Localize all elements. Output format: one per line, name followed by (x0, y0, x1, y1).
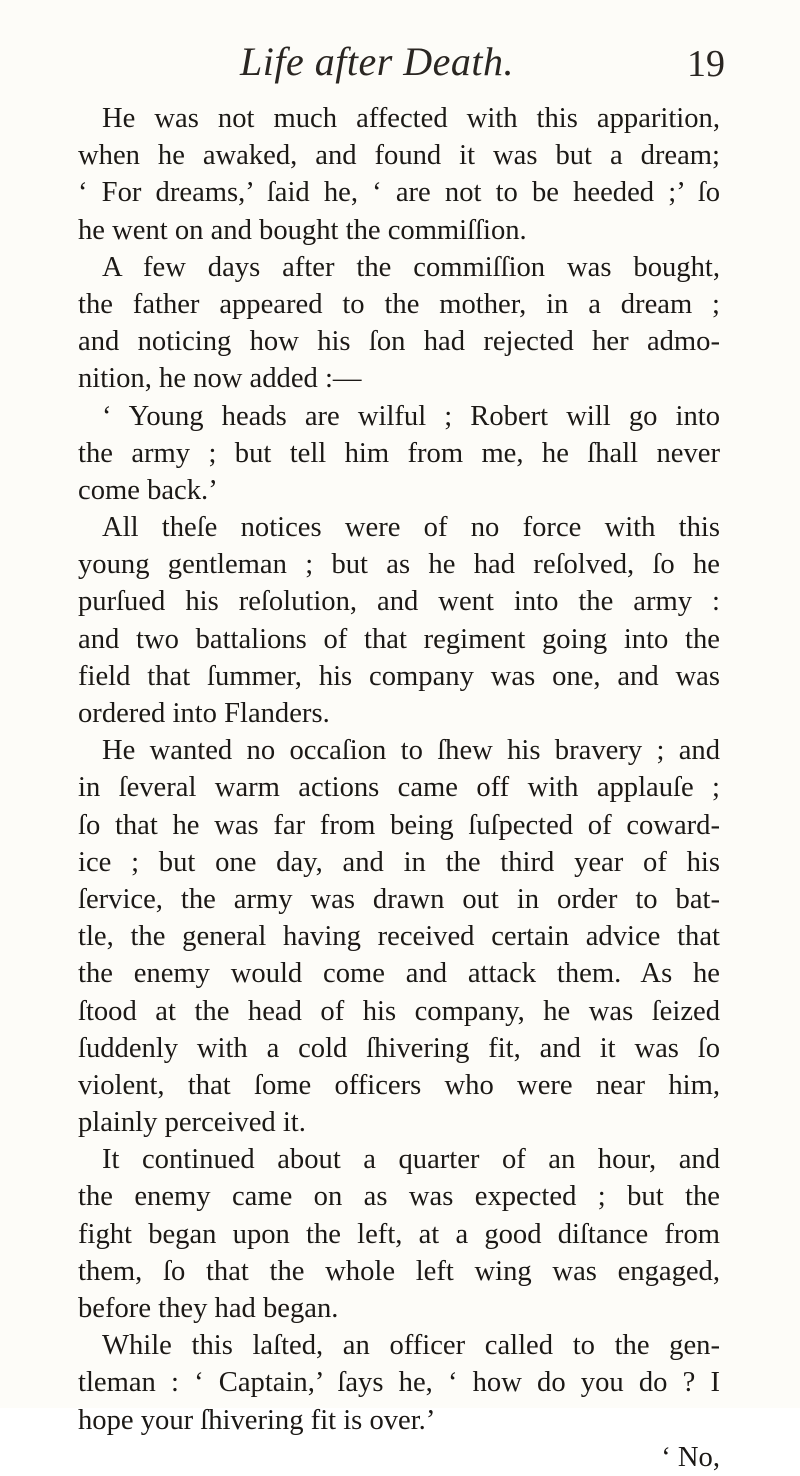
text-line: them, ſo that the whole left wing was engaged, (78, 1255, 720, 1287)
page-header (90, 38, 730, 94)
text-line: hope your ſhivering fit is over.’ (78, 1404, 436, 1436)
text-line: While this laſted, an officer called to the gen- (102, 1330, 720, 1362)
text-line: He wanted no occaſion to ſhew his bravery ; and (102, 735, 720, 767)
text-line: young gentleman ; but as he had reſolved, ſo he (78, 549, 720, 581)
text-line: before they had began. (78, 1293, 339, 1324)
text-line: A few days after the commiſſion was bought, (102, 251, 720, 283)
text-line: plainly perceived it. (78, 1107, 306, 1139)
text-line: It continued about a quarter of an hour, and (102, 1144, 720, 1176)
text-line: tleman : ‘ Captain,’ ſays he, ‘ how do you do ? I (78, 1367, 720, 1399)
text-line: field that ſummer, his company was one, and was (78, 660, 720, 692)
text-line: when he awaked, and found it was but a dream; (78, 140, 720, 172)
text-line: and noticing how his ſon had rejected her admo- (78, 326, 720, 358)
page-number: 19 (687, 43, 725, 85)
text-line: ſervice, the army was drawn out in order to bat- (78, 883, 720, 915)
text-line: the enemy would come and attack them. As he (78, 958, 720, 990)
text-line: ordered into Flanders. (78, 698, 330, 729)
text-line: ‘ For dreams,’ ſaid he, ‘ are not to be heeded ;’ ſo (78, 177, 720, 209)
text-line: ſtood at the head of his company, he was ſeized (78, 995, 720, 1027)
running-title: Life after Death. (240, 39, 515, 84)
text-line: He was not much affected with this apparition, (102, 103, 720, 134)
text-line: purſued his reſolution, and went into the army : (78, 586, 720, 618)
text-line: ſuddenly with a cold ſhivering fit, and it was ſo (78, 1032, 720, 1064)
text-line: ice ; but one day, and in the third year of his (78, 846, 720, 878)
text-line: nition, he now added :— (78, 363, 362, 395)
text-line: ſo that he was far from being ſuſpected of coward- (78, 809, 720, 841)
text-line: come back.’ (78, 474, 218, 506)
text-line: and two battalions of that regiment going into the (78, 623, 720, 655)
text-line: All theſe notices were of no force with this (102, 512, 720, 544)
text-line: the army ; but tell him from me, he ſhall never (78, 437, 720, 469)
text-line: he went on and bought the commiſſion. (78, 214, 527, 246)
text-line: ‘ Young heads are wilful ; Robert will go into (102, 400, 720, 432)
text-line: in ſeveral warm actions came off with applauſe ; (78, 772, 720, 804)
body-text (78, 100, 720, 1476)
text-line: the father appeared to the mother, in a dream ; (78, 288, 720, 320)
catchword: ‘ No, (661, 1441, 720, 1473)
text-line: tle, the general having received certain advice that (78, 921, 720, 953)
text-line: violent, that ſome officers who were near him, (78, 1069, 720, 1101)
text-line: the enemy came on as was expected ; but the (78, 1181, 720, 1213)
text-line: fight began upon the left, at a good diſtance from (78, 1218, 720, 1250)
